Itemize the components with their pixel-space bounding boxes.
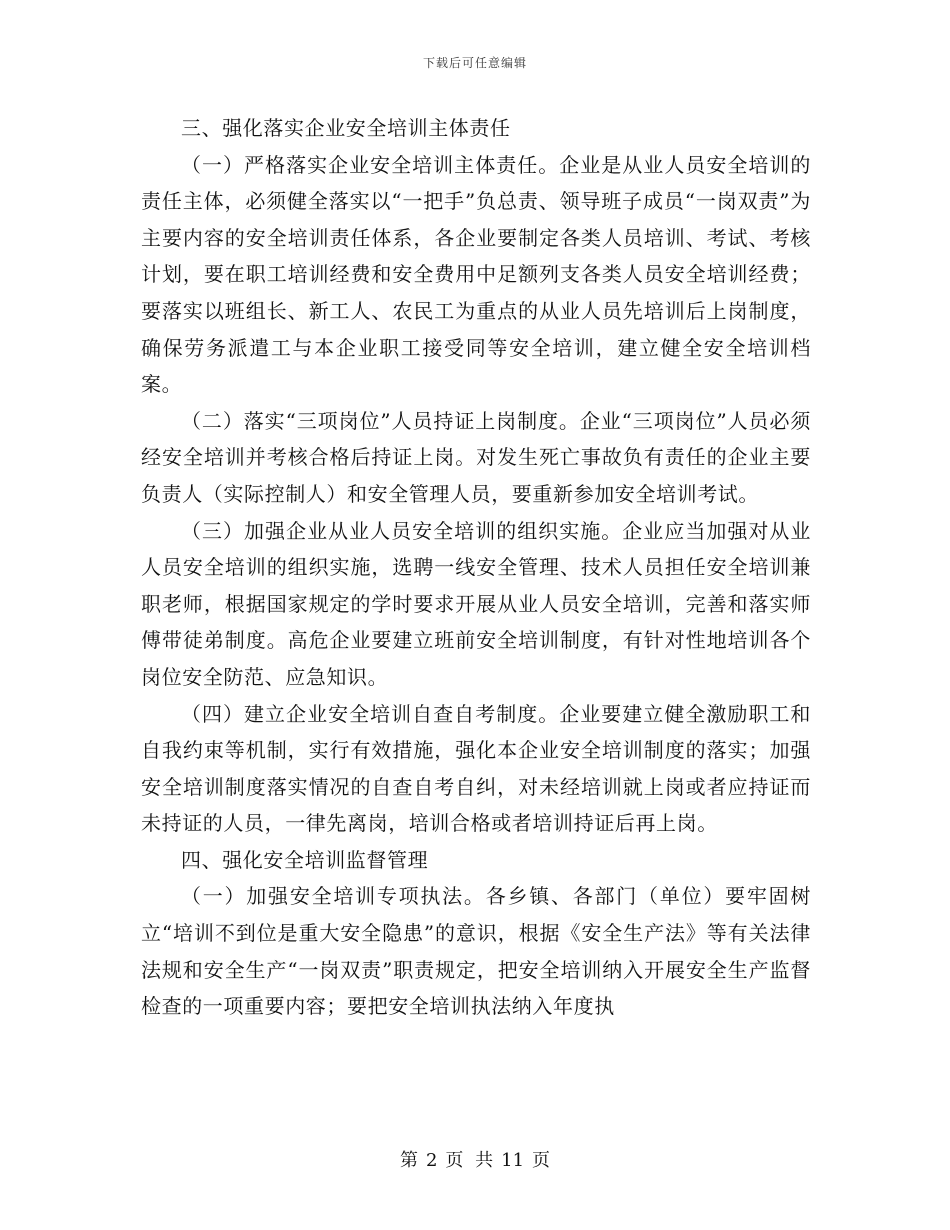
total-page-count: 11 xyxy=(501,1150,525,1171)
paragraph-3-1: （一）严格落实企业安全培训主体责任。企业是从业人员安全培训的责任主体，必须健全落实以“一把手”负总责、领导班子成员“一岗双责”为主要内容的安全培训责任体系，各企业要制定各类人员培训、考试、考核计划，要在职工培训经费和安全费用中足额列支各类人员安全培训经费；要落实以班组长、新工人、农民工为重点的从业人员先培训后上岗制度，确保劳务派遣工与本企业职工接受同等安全培训，建立健全安全培训档案。 xyxy=(141,152,811,397)
paragraph-4-1: （一）加强安全培训专项执法。各乡镇、各部门（单位）要牢固树立“培训不到位是重大安全隐患”的意识，根据《安全生产法》等有关法律法规和安全生产“一岗双责”职责规定，把安全培训纳入开展安全生产监督检查的一项重要内容；要把安全培训执法纳入年度执 xyxy=(141,884,811,1019)
footer-prefix: 第 xyxy=(399,1150,418,1171)
footer-middle: 页 共 xyxy=(445,1150,494,1171)
footer-suffix: 页 xyxy=(532,1150,551,1171)
paragraph-3-2: （二）落实“三项岗位”人员持证上岗制度。企业“三项岗位”人员必须经安全培训并考核合格后持证上岗。对发生死亡事故负有责任的企业主要负责人（实际控制人）和安全管理人员，要重新参加安全培训考试。 xyxy=(141,408,811,506)
section-heading-3: 三、强化落实企业安全培训主体责任 xyxy=(181,116,511,140)
section-heading-4: 四、强化安全培训监督管理 xyxy=(181,847,429,872)
paragraph-3-4: （四）建立企业安全培训自查自考制度。企业要建立健全激励职工和自我约束等机制，实行有效措施，强化本企业安全培训制度的落实；加强安全培训制度落实情况的自查自考自纠，对未经培训就上岗或者应持证而未持证的人员，一律先离岗，培训合格或者培训持证后再上岗。 xyxy=(141,701,811,836)
page-header: 下载后可任意编辑 xyxy=(422,56,527,70)
current-page-number: 2 xyxy=(425,1150,438,1171)
paragraph-3-3: （三）加强企业从业人员安全培训的组织实施。企业应当加强对从业人员安全培训的组织实施，选聘一线安全管理、技术人员担任安全培训兼职老师，根据国家规定的学时要求开展从业人员安全培训，完善和落实师傅带徒弟制度。高危企业要建立班前安全培训制度，有针对性地培训各个岗位安全防范、应急知识。 xyxy=(141,518,811,689)
document-body xyxy=(141,110,811,1025)
page-footer xyxy=(0,1146,950,1172)
